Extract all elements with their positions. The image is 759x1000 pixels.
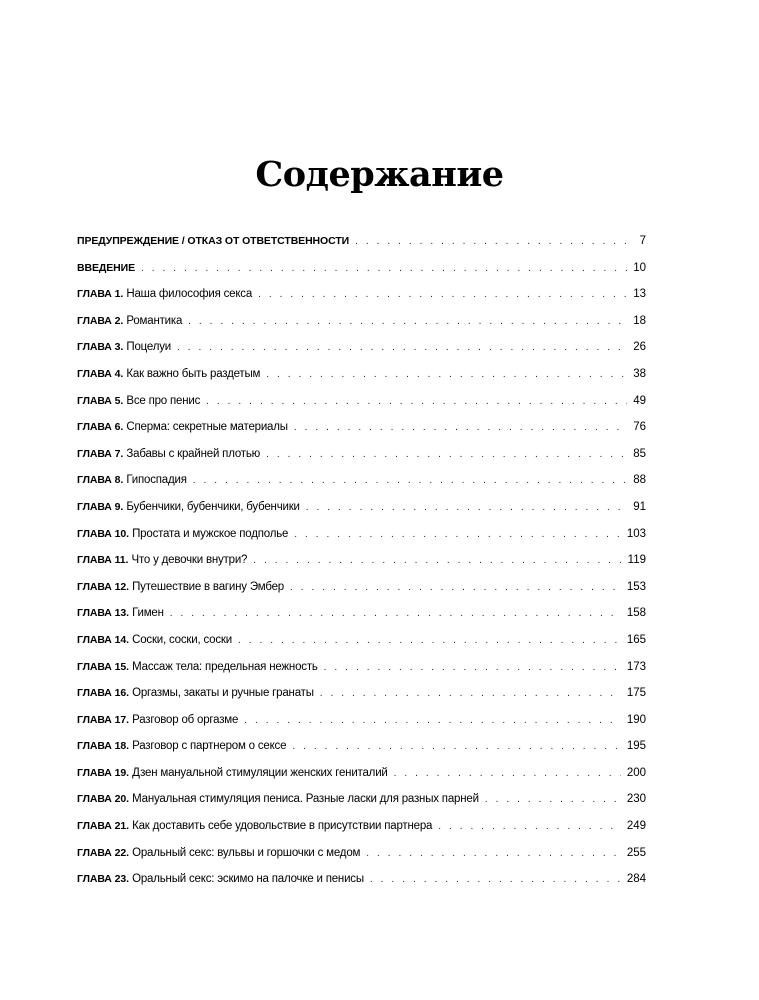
- toc-entry-page: 119: [627, 554, 646, 567]
- toc-entry-label: ГЛАВА 9.: [77, 500, 124, 513]
- toc-entry-heading: [77, 334, 171, 361]
- toc-entry-heading: [77, 600, 164, 627]
- dot-leader: [292, 734, 621, 761]
- toc-entry-label: ГЛАВА 15.: [77, 660, 129, 673]
- toc-entry-label: ГЛАВА 14.: [77, 633, 129, 646]
- toc-entry: [77, 627, 646, 654]
- toc-entry-title: Оральный секс: вульвы и горшочки с медом: [132, 846, 361, 859]
- toc-entry-page: 190: [626, 713, 646, 726]
- toc-entry-title: Что у девочки внутри?: [131, 554, 248, 567]
- toc-entry-heading: [77, 733, 286, 760]
- toc-entry: [77, 760, 646, 787]
- dot-leader: [170, 601, 621, 628]
- dot-leader: [290, 575, 621, 602]
- toc-entry-heading: [77, 255, 135, 282]
- toc-entry: [77, 707, 646, 734]
- dot-leader: [244, 708, 621, 735]
- toc-entry: [77, 228, 646, 255]
- toc-entry-heading: [77, 707, 238, 734]
- toc-entry: [77, 840, 646, 867]
- toc-entry: [77, 813, 646, 840]
- toc-entry-heading: [77, 228, 349, 255]
- toc-entry-title: Разговор об оргазме: [132, 713, 239, 726]
- dot-leader: [253, 548, 621, 575]
- toc-entry-heading: [77, 760, 388, 787]
- toc-entry-page: 173: [626, 660, 646, 673]
- toc-entry-page: 38: [633, 367, 646, 380]
- toc-entry-label: ГЛАВА 1.: [77, 288, 124, 301]
- dot-leader: [306, 495, 627, 522]
- toc-entry-title: Бубенчики, бубенчики, бубенчики: [126, 500, 300, 513]
- toc-entry-heading: [77, 813, 432, 840]
- toc-entry-heading: [77, 441, 260, 468]
- toc-entry-heading: [77, 786, 479, 813]
- toc-entry-page: 200: [626, 766, 646, 779]
- toc-entry-label: ГЛАВА 16.: [77, 687, 129, 700]
- dot-leader: [258, 282, 627, 309]
- toc-entry-page: 103: [626, 527, 646, 540]
- toc-entry-label: ГЛАВА 13.: [77, 607, 129, 620]
- toc-entry-page: 249: [626, 820, 646, 833]
- toc-entry-page: 165: [626, 633, 646, 646]
- toc-entry-title: Наша философия секса: [126, 288, 253, 301]
- toc-entry-label: ГЛАВА 23.: [77, 873, 129, 886]
- toc-entry: [77, 866, 646, 893]
- toc-entry-page: 255: [626, 846, 646, 859]
- page-title: Содержание: [255, 154, 504, 195]
- toc-entry-page: 91: [633, 500, 646, 513]
- toc-entry-heading: [77, 521, 288, 548]
- toc-entry: [77, 308, 646, 335]
- toc-entry-page: 158: [626, 607, 646, 620]
- dot-leader: [394, 761, 621, 788]
- toc-entry: [77, 521, 646, 548]
- toc-entry: [77, 361, 646, 388]
- toc-entry-heading: [77, 494, 300, 521]
- dot-leader: [238, 628, 621, 655]
- toc-entry-title: Оргазмы, закаты и ручные гранаты: [132, 687, 314, 700]
- toc-entry-title: Забавы с крайней плотью: [126, 447, 261, 460]
- table-of-contents: [77, 228, 646, 893]
- toc-entry-page: 49: [633, 394, 646, 407]
- dot-leader: [370, 867, 621, 894]
- toc-entry-heading: [77, 627, 232, 654]
- toc-entry-heading: [77, 574, 284, 601]
- toc-entry-label: ГЛАВА 12.: [77, 580, 129, 593]
- toc-entry: [77, 547, 646, 574]
- toc-entry-title: Соски, соски, соски: [132, 633, 232, 646]
- dot-leader: [193, 468, 627, 495]
- dot-leader: [324, 655, 621, 682]
- toc-entry: [77, 600, 646, 627]
- dot-leader: [141, 256, 627, 283]
- toc-entry-label: ГЛАВА 6.: [77, 421, 124, 434]
- toc-entry-label: ГЛАВА 5.: [77, 394, 124, 407]
- toc-entry-label: ГЛАВА 10.: [77, 527, 129, 540]
- toc-entry-label: ГЛАВА 17.: [77, 713, 129, 726]
- toc-entry-label: ПРЕДУПРЕЖДЕНИЕ / ОТКАЗ ОТ ОТВЕТСТВЕННОСТИ: [77, 235, 350, 247]
- toc-entry-title: Путешествие в вагину Эмбер: [132, 580, 284, 593]
- toc-entry-label: ГЛАВА 21.: [77, 820, 129, 833]
- toc-entry-title: Дзен мануальной стимуляции женских гениталий: [132, 766, 388, 779]
- toc-entry: [77, 281, 646, 308]
- toc-entry-title: Оральный секс: эскимо на палочке и пенисы: [132, 873, 364, 886]
- toc-entry-label: ГЛАВА 11.: [77, 554, 129, 567]
- toc-entry-title: Гимен: [132, 607, 164, 620]
- toc-entry: [77, 654, 646, 681]
- toc-entry: [77, 494, 646, 521]
- toc-entry-label: ВВЕДЕНИЕ: [77, 261, 135, 274]
- toc-entry-title: Романтика: [126, 314, 183, 327]
- toc-entry-heading: [77, 308, 182, 335]
- toc-entry-title: Разговор с партнером о сексе: [132, 740, 287, 753]
- dot-leader: [355, 229, 634, 256]
- dot-leader: [438, 814, 621, 841]
- toc-entry: [77, 255, 646, 282]
- toc-entry-heading: [77, 866, 364, 893]
- dot-leader: [366, 841, 621, 868]
- toc-entry-title: Сперма: секретные материалы: [126, 421, 288, 434]
- toc-entry-page: 230: [626, 793, 646, 806]
- toc-entry-page: 88: [633, 474, 646, 487]
- toc-entry-title: Массаж тела: предельная нежность: [132, 660, 318, 673]
- toc-entry-page: 85: [633, 447, 646, 460]
- toc-entry-heading: [77, 388, 200, 415]
- toc-entry-page: 26: [633, 341, 646, 354]
- toc-entry-heading: [77, 281, 252, 308]
- toc-entry-title: Гипоспадия: [126, 474, 187, 487]
- toc-entry-label: ГЛАВА 8.: [77, 474, 124, 487]
- toc-entry-label: ГЛАВА 4.: [77, 367, 124, 380]
- toc-entry: [77, 733, 646, 760]
- toc-entry: [77, 786, 646, 813]
- toc-entry-heading: [77, 654, 318, 681]
- toc-entry-page: 7: [639, 235, 646, 247]
- dot-leader: [266, 442, 627, 469]
- toc-entry-label: ГЛАВА 7.: [77, 447, 124, 460]
- toc-entry-page: 10: [633, 261, 646, 274]
- toc-entry-page: 284: [626, 873, 646, 886]
- toc-entry-heading: [77, 547, 247, 574]
- dot-leader: [177, 335, 627, 362]
- toc-entry-page: 175: [626, 687, 646, 700]
- toc-entry-heading: [77, 414, 288, 441]
- toc-entry: [77, 441, 646, 468]
- toc-entry-label: ГЛАВА 2.: [77, 314, 124, 327]
- toc-entry-label: ГЛАВА 18.: [77, 740, 129, 753]
- toc-entry: [77, 334, 646, 361]
- toc-entry-label: ГЛАВА 20.: [77, 793, 129, 806]
- dot-leader: [188, 309, 627, 336]
- dot-leader: [206, 389, 627, 416]
- toc-entry: [77, 680, 646, 707]
- toc-entry-heading: [77, 467, 187, 494]
- toc-entry-title: Простата и мужское подполье: [132, 527, 289, 540]
- dot-leader: [485, 787, 621, 814]
- toc-entry-heading: [77, 680, 314, 707]
- toc-entry: [77, 388, 646, 415]
- toc-entry-label: ГЛАВА 3.: [77, 341, 124, 354]
- toc-entry-title: Мануальная стимуляция пениса. Разные ласки для разных парней: [132, 793, 479, 806]
- toc-entry-title: Все про пенис: [126, 394, 201, 407]
- toc-entry-title: Как важно быть раздетым: [126, 367, 261, 380]
- toc-entry-title: Поцелуи: [126, 341, 171, 354]
- toc-entry: [77, 414, 646, 441]
- dot-leader: [320, 681, 621, 708]
- dot-leader: [266, 362, 627, 389]
- toc-entry-page: 153: [626, 580, 646, 593]
- toc-entry-page: 76: [633, 421, 646, 434]
- toc-entry-label: ГЛАВА 19.: [77, 766, 129, 779]
- toc-entry-heading: [77, 840, 360, 867]
- toc-entry: [77, 574, 646, 601]
- toc-entry-label: ГЛАВА 22.: [77, 846, 129, 859]
- dot-leader: [294, 522, 621, 549]
- toc-entry-page: 195: [626, 740, 646, 753]
- toc-entry: [77, 467, 646, 494]
- dot-leader: [294, 415, 627, 442]
- toc-entry-title: Как доставить себе удовольствие в присутствии партнера: [132, 820, 433, 833]
- toc-entry-heading: [77, 361, 260, 388]
- toc-entry-page: 18: [633, 314, 646, 327]
- toc-entry-page: 13: [633, 288, 646, 301]
